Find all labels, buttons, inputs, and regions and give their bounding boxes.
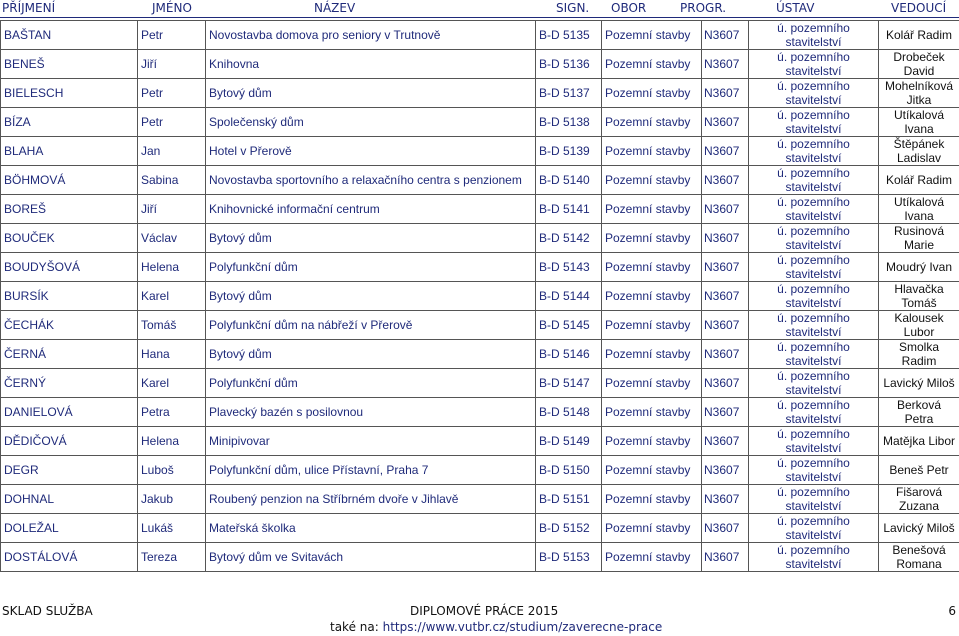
table-row xyxy=(1,311,959,340)
cell-name: Luboš xyxy=(138,456,206,485)
cell-field: Pozemní stavby xyxy=(602,398,702,427)
cell-name: Helena xyxy=(138,253,206,282)
cell-dept: ú. pozemního stavitelství xyxy=(749,108,879,137)
table-row xyxy=(1,369,959,398)
cell-surname: BOUČEK xyxy=(1,224,138,253)
cell-supervisor: Kolář Radim xyxy=(879,166,959,195)
cell-prog: N3607 xyxy=(702,427,749,456)
cell-supervisor: Mohelníková Jitka xyxy=(879,79,959,108)
cell-supervisor: Drobeček David xyxy=(879,50,959,79)
cell-surname: DĚDIČOVÁ xyxy=(1,427,138,456)
cell-name: Hana xyxy=(138,340,206,369)
header-ustav: ÚSTAV xyxy=(776,1,815,15)
cell-surname: BAŠTAN xyxy=(1,21,138,50)
cell-surname: BIELESCH xyxy=(1,79,138,108)
table-row xyxy=(1,340,959,369)
cell-prog: N3607 xyxy=(702,485,749,514)
table-row xyxy=(1,253,959,282)
cell-name: Karel xyxy=(138,282,206,311)
cell-supervisor: Berková Petra xyxy=(879,398,959,427)
cell-supervisor: Kolář Radim xyxy=(879,21,959,50)
page-footer xyxy=(0,600,959,636)
cell-title: Společenský dům xyxy=(206,108,536,137)
cell-dept: ú. pozemního stavitelství xyxy=(749,166,879,195)
cell-supervisor: Utíkalová Ivana xyxy=(879,195,959,224)
cell-surname: DOSTÁLOVÁ xyxy=(1,543,138,572)
cell-field: Pozemní stavby xyxy=(602,108,702,137)
cell-title: Mateřská školka xyxy=(206,514,536,543)
cell-field: Pozemní stavby xyxy=(602,195,702,224)
cell-prog: N3607 xyxy=(702,253,749,282)
cell-sign: B-D 5152 xyxy=(536,514,602,543)
cell-surname: DEGR xyxy=(1,456,138,485)
cell-field: Pozemní stavby xyxy=(602,369,702,398)
cell-title: Polyfunkční dům xyxy=(206,253,536,282)
cell-sign: B-D 5146 xyxy=(536,340,602,369)
column-header-bar xyxy=(0,0,959,18)
cell-name: Sabina xyxy=(138,166,206,195)
thesis-table xyxy=(0,20,959,572)
cell-dept: ú. pozemního stavitelství xyxy=(749,195,879,224)
cell-field: Pozemní stavby xyxy=(602,311,702,340)
table-row xyxy=(1,224,959,253)
cell-prog: N3607 xyxy=(702,137,749,166)
cell-sign: B-D 5147 xyxy=(536,369,602,398)
footer-left: SKLAD SLUŽBA xyxy=(2,604,93,618)
cell-sign: B-D 5145 xyxy=(536,311,602,340)
cell-title: Knihovna xyxy=(206,50,536,79)
table-row xyxy=(1,543,959,572)
footer-url-prefix: také na: xyxy=(330,620,383,634)
cell-dept: ú. pozemního stavitelství xyxy=(749,224,879,253)
cell-supervisor: Beneš Petr xyxy=(879,456,959,485)
cell-prog: N3607 xyxy=(702,514,749,543)
table-row xyxy=(1,398,959,427)
cell-surname: ČERNÁ xyxy=(1,340,138,369)
cell-field: Pozemní stavby xyxy=(602,21,702,50)
cell-dept: ú. pozemního stavitelství xyxy=(749,485,879,514)
cell-title: Roubený penzion na Stříbrném dvoře v Jihlavě xyxy=(206,485,536,514)
cell-field: Pozemní stavby xyxy=(602,50,702,79)
cell-prog: N3607 xyxy=(702,282,749,311)
cell-title: Bytový dům xyxy=(206,224,536,253)
cell-dept: ú. pozemního stavitelství xyxy=(749,79,879,108)
cell-title: Polyfunkční dům, ulice Přístavní, Praha 7 xyxy=(206,456,536,485)
table-row xyxy=(1,50,959,79)
cell-sign: B-D 5144 xyxy=(536,282,602,311)
cell-name: Lukáš xyxy=(138,514,206,543)
cell-name: Tereza xyxy=(138,543,206,572)
header-nazev: NÁZEV xyxy=(314,1,356,15)
cell-supervisor: Kalousek Lubor xyxy=(879,311,959,340)
cell-surname: BÍZA xyxy=(1,108,138,137)
table-row xyxy=(1,108,959,137)
cell-title: Polyfunkční dům na nábřeží v Přerově xyxy=(206,311,536,340)
cell-title: Hotel v Přerově xyxy=(206,137,536,166)
cell-title: Bytový dům ve Svitavách xyxy=(206,543,536,572)
header-obor: OBOR xyxy=(611,1,647,15)
cell-sign: B-D 5151 xyxy=(536,485,602,514)
footer-center: DIPLOMOVÉ PRÁCE 2015 xyxy=(410,604,559,618)
cell-name: Jakub xyxy=(138,485,206,514)
cell-sign: B-D 5136 xyxy=(536,50,602,79)
cell-name: Petr xyxy=(138,21,206,50)
footer-url-link[interactable]: https://www.vutbr.cz/studium/zaverecne-prace xyxy=(382,620,663,634)
cell-supervisor: Lavický Miloš xyxy=(879,514,959,543)
cell-name: Jiří xyxy=(138,195,206,224)
table-row xyxy=(1,282,959,311)
cell-title: Novostavba sportovního a relaxačního centra s penzionem xyxy=(206,166,536,195)
cell-name: Petr xyxy=(138,108,206,137)
cell-supervisor: Hlavačka Tomáš xyxy=(879,282,959,311)
table-row xyxy=(1,137,959,166)
cell-name: Petra xyxy=(138,398,206,427)
cell-dept: ú. pozemního stavitelství xyxy=(749,340,879,369)
cell-dept: ú. pozemního stavitelství xyxy=(749,282,879,311)
cell-surname: ČERNÝ xyxy=(1,369,138,398)
cell-supervisor: Benešová Romana xyxy=(879,543,959,572)
header-vedouci: VEDOUCÍ xyxy=(891,1,947,15)
table-row xyxy=(1,166,959,195)
cell-prog: N3607 xyxy=(702,166,749,195)
cell-name: Jan xyxy=(138,137,206,166)
cell-name: Jiří xyxy=(138,50,206,79)
cell-surname: BÖHMOVÁ xyxy=(1,166,138,195)
cell-dept: ú. pozemního stavitelství xyxy=(749,514,879,543)
table-row xyxy=(1,195,959,224)
cell-field: Pozemní stavby xyxy=(602,514,702,543)
cell-dept: ú. pozemního stavitelství xyxy=(749,21,879,50)
cell-title: Plavecký bazén s posilovnou xyxy=(206,398,536,427)
cell-prog: N3607 xyxy=(702,369,749,398)
cell-name: Helena xyxy=(138,427,206,456)
cell-surname: BLAHA xyxy=(1,137,138,166)
cell-field: Pozemní stavby xyxy=(602,427,702,456)
cell-title: Knihovnické informační centrum xyxy=(206,195,536,224)
cell-supervisor: Lavický Miloš xyxy=(879,369,959,398)
cell-prog: N3607 xyxy=(702,543,749,572)
cell-field: Pozemní stavby xyxy=(602,485,702,514)
cell-supervisor: Utíkalová Ivana xyxy=(879,108,959,137)
cell-supervisor: Štěpánek Ladislav xyxy=(879,137,959,166)
cell-sign: B-D 5140 xyxy=(536,166,602,195)
cell-surname: DANIELOVÁ xyxy=(1,398,138,427)
cell-field: Pozemní stavby xyxy=(602,253,702,282)
cell-sign: B-D 5153 xyxy=(536,543,602,572)
cell-field: Pozemní stavby xyxy=(602,456,702,485)
cell-surname: DOLEŽAL xyxy=(1,514,138,543)
cell-dept: ú. pozemního stavitelství xyxy=(749,50,879,79)
cell-sign: B-D 5135 xyxy=(536,21,602,50)
footer-url-line xyxy=(330,620,662,634)
cell-prog: N3607 xyxy=(702,224,749,253)
cell-dept: ú. pozemního stavitelství xyxy=(749,398,879,427)
cell-prog: N3607 xyxy=(702,340,749,369)
cell-surname: BOUDYŠOVÁ xyxy=(1,253,138,282)
table-row xyxy=(1,514,959,543)
cell-surname: BENEŠ xyxy=(1,50,138,79)
cell-prog: N3607 xyxy=(702,398,749,427)
cell-field: Pozemní stavby xyxy=(602,79,702,108)
cell-dept: ú. pozemního stavitelství xyxy=(749,137,879,166)
cell-dept: ú. pozemního stavitelství xyxy=(749,369,879,398)
table-row xyxy=(1,79,959,108)
cell-prog: N3607 xyxy=(702,311,749,340)
cell-sign: B-D 5137 xyxy=(536,79,602,108)
cell-sign: B-D 5142 xyxy=(536,224,602,253)
table-row xyxy=(1,485,959,514)
cell-supervisor: Smolka Radim xyxy=(879,340,959,369)
cell-dept: ú. pozemního stavitelství xyxy=(749,456,879,485)
cell-field: Pozemní stavby xyxy=(602,543,702,572)
table-row xyxy=(1,456,959,485)
cell-name: Petr xyxy=(138,79,206,108)
cell-prog: N3607 xyxy=(702,456,749,485)
cell-name: Tomáš xyxy=(138,311,206,340)
header-jmeno: JMÉNO xyxy=(152,1,192,15)
cell-title: Minipivovar xyxy=(206,427,536,456)
cell-supervisor: Fišarová Zuzana xyxy=(879,485,959,514)
cell-surname: BOREŠ xyxy=(1,195,138,224)
cell-name: Václav xyxy=(138,224,206,253)
cell-supervisor: Moudrý Ivan xyxy=(879,253,959,282)
cell-sign: B-D 5150 xyxy=(536,456,602,485)
cell-supervisor: Rusinová Marie xyxy=(879,224,959,253)
table-row xyxy=(1,21,959,50)
cell-title: Bytový dům xyxy=(206,340,536,369)
cell-name: Karel xyxy=(138,369,206,398)
cell-prog: N3607 xyxy=(702,195,749,224)
cell-surname: BURSÍK xyxy=(1,282,138,311)
cell-title: Polyfunkční dům xyxy=(206,369,536,398)
cell-surname: ČECHÁK xyxy=(1,311,138,340)
cell-supervisor: Matějka Libor xyxy=(879,427,959,456)
header-prijmeni: PŘÍJMENÍ xyxy=(2,1,56,15)
cell-dept: ú. pozemního stavitelství xyxy=(749,253,879,282)
cell-surname: DOHNAL xyxy=(1,485,138,514)
cell-title: Novostavba domova pro seniory v Trutnově xyxy=(206,21,536,50)
cell-field: Pozemní stavby xyxy=(602,282,702,311)
cell-sign: B-D 5149 xyxy=(536,427,602,456)
header-sign: SIGN. xyxy=(556,1,590,15)
cell-field: Pozemní stavby xyxy=(602,224,702,253)
cell-prog: N3607 xyxy=(702,50,749,79)
cell-dept: ú. pozemního stavitelství xyxy=(749,543,879,572)
table-row xyxy=(1,427,959,456)
cell-sign: B-D 5141 xyxy=(536,195,602,224)
cell-dept: ú. pozemního stavitelství xyxy=(749,427,879,456)
cell-field: Pozemní stavby xyxy=(602,340,702,369)
cell-field: Pozemní stavby xyxy=(602,166,702,195)
cell-dept: ú. pozemního stavitelství xyxy=(749,311,879,340)
cell-sign: B-D 5148 xyxy=(536,398,602,427)
cell-title: Bytový dům xyxy=(206,79,536,108)
cell-sign: B-D 5138 xyxy=(536,108,602,137)
cell-prog: N3607 xyxy=(702,79,749,108)
cell-sign: B-D 5139 xyxy=(536,137,602,166)
cell-prog: N3607 xyxy=(702,21,749,50)
cell-prog: N3607 xyxy=(702,108,749,137)
cell-title: Bytový dům xyxy=(206,282,536,311)
page-number: 6 xyxy=(948,604,956,618)
cell-sign: B-D 5143 xyxy=(536,253,602,282)
cell-field: Pozemní stavby xyxy=(602,137,702,166)
header-prog: PROGR. xyxy=(680,1,727,15)
